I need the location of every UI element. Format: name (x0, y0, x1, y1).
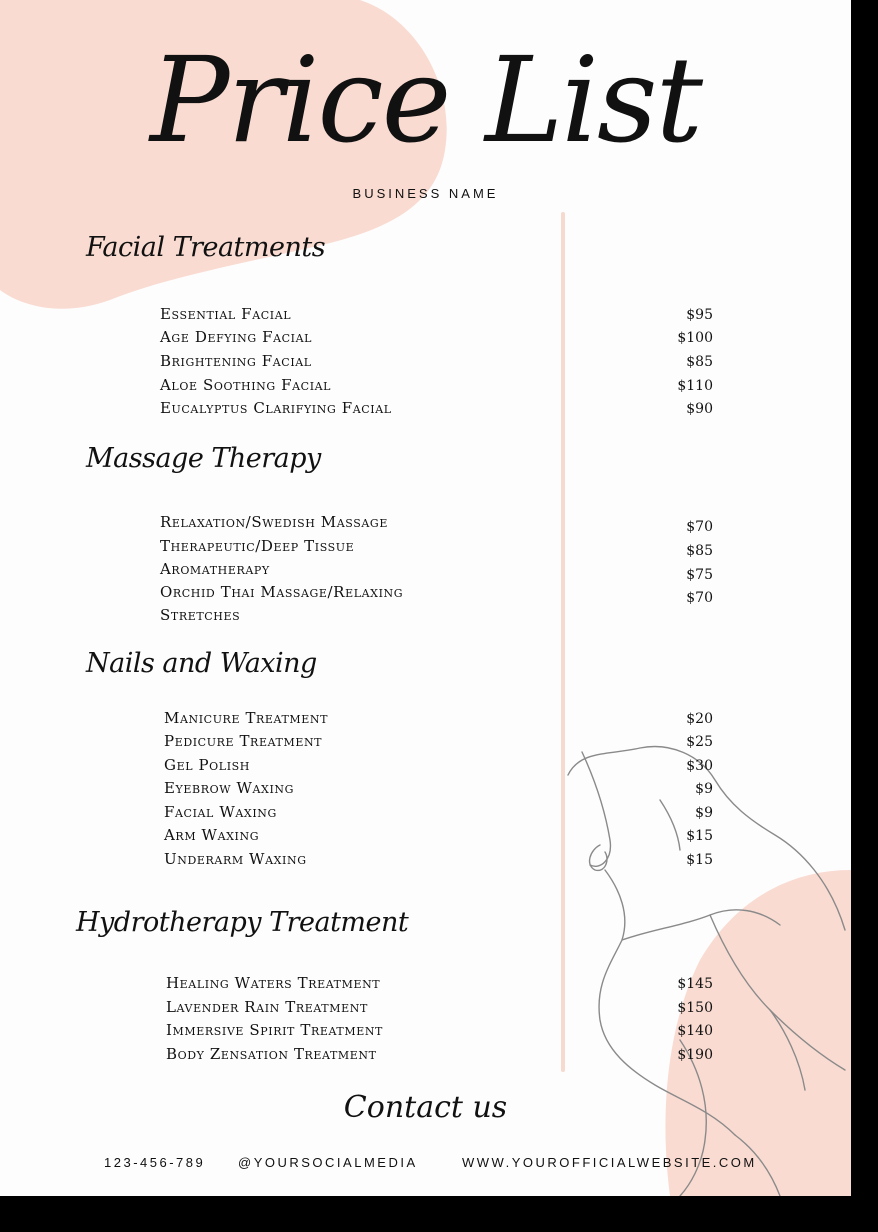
item-price: $100 (677, 330, 713, 346)
list-item: Manicure Treatment (164, 709, 329, 727)
list-item: Underarm Waxing (164, 850, 307, 868)
item-price: $9 (695, 781, 713, 797)
page-title: Price List (149, 31, 702, 169)
item-price: $20 (686, 711, 713, 727)
list-item: Essential Facial (160, 305, 292, 323)
item-price: $70 (686, 519, 713, 535)
list-item: Therapeutic/Deep Tissue (160, 537, 355, 555)
list-item: Aromatherapy (160, 560, 270, 578)
item-price: $25 (686, 734, 713, 750)
section-title-hydrotherapy-treatment: Hydrotherapy Treatment (76, 907, 409, 938)
item-price: $85 (686, 354, 713, 370)
item-price: $145 (677, 976, 713, 992)
item-price: $85 (686, 543, 713, 559)
list-item: Brightening Facial (160, 352, 312, 370)
list-item: Eucalyptus Clarifying Facial (160, 399, 392, 417)
list-item: Pedicure Treatment (164, 732, 323, 750)
item-price: $9 (695, 805, 713, 821)
item-price: $15 (686, 852, 713, 868)
section-title-facial-treatments: Facial Treatments (86, 232, 326, 263)
list-item: Body Zensation Treatment (166, 1045, 377, 1063)
contact-social[interactable]: @YOURSOCIALMEDIA (238, 1155, 418, 1170)
item-price: $70 (686, 590, 713, 606)
list-item: Eyebrow Waxing (164, 779, 295, 797)
list-item: Arm Waxing (164, 826, 260, 844)
contact-title: Contact us (343, 1090, 508, 1125)
contact-website[interactable]: WWW.YOUROFFICIALWEBSITE.COM (462, 1155, 757, 1170)
list-item-continued: Stretches (160, 606, 241, 624)
item-price: $140 (677, 1023, 713, 1039)
item-price: $75 (686, 567, 713, 583)
item-price: $110 (677, 378, 713, 394)
list-item: Age Defying Facial (160, 328, 313, 346)
list-item: Lavender Rain Treatment (166, 998, 368, 1016)
item-price: $90 (686, 401, 713, 417)
business-name: BUSINESS NAME (352, 186, 499, 201)
list-item: Gel Polish (164, 756, 250, 774)
vertical-divider (561, 212, 565, 1072)
item-price: $15 (686, 828, 713, 844)
contact-phone: 123-456-789 (104, 1155, 206, 1170)
list-item: Facial Waxing (164, 803, 277, 821)
list-item: Orchid Thai Massage/Relaxing (160, 583, 404, 601)
item-price: $190 (677, 1047, 713, 1063)
section-title-massage-therapy: Massage Therapy (86, 443, 321, 474)
section-title-nails-and-waxing: Nails and Waxing (86, 648, 317, 679)
item-price: $30 (686, 758, 713, 774)
list-item: Aloe Soothing Facial (160, 376, 332, 394)
list-item: Healing Waters Treatment (166, 974, 381, 992)
list-item: Relaxation/Swedish Massage (160, 513, 388, 531)
item-price: $95 (686, 307, 713, 323)
item-price: $150 (677, 1000, 713, 1016)
list-item: Immersive Spirit Treatment (166, 1021, 383, 1039)
